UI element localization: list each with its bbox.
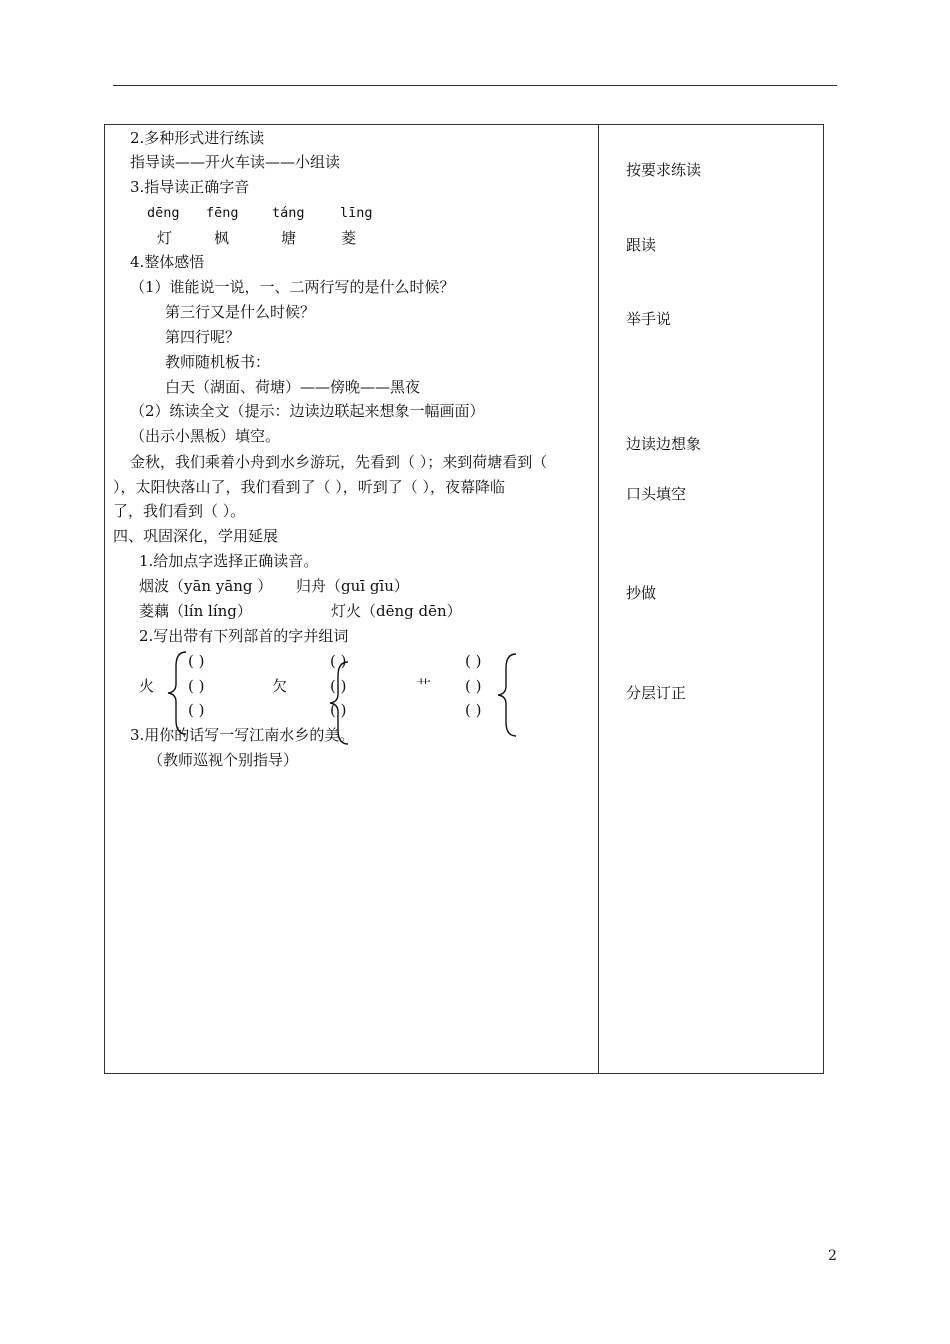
blank-cao-3: ( ) xyxy=(465,701,482,719)
blank-qian-3: ( ) xyxy=(330,701,347,719)
note-3: 举手说 xyxy=(626,310,672,328)
hanzi-2: 枫 xyxy=(214,229,230,247)
pinyin-4: līng xyxy=(340,205,373,221)
blank-fire-2: ( ) xyxy=(188,677,205,695)
blank-cao-2: ( ) xyxy=(465,677,482,695)
teacher-guidance: （教师巡视个别指导） xyxy=(148,751,299,769)
fill-blank-line-1: 金秋，我们乘着小舟到水乡游玩，先看到（ ）；来到荷塘看到（ xyxy=(130,453,548,471)
step-3-heading: 3.指导读正确字音 xyxy=(130,178,250,196)
hanzi-3: 塘 xyxy=(281,229,297,247)
section-4-heading: 四、巩固深化，学用延展 xyxy=(113,527,279,545)
pinyin-3: táng xyxy=(272,205,305,221)
exercise-1-q3: 菱藕（lín líng） xyxy=(139,602,252,620)
board-content: 白天（湖面、荷塘）——傍晚——黑夜 xyxy=(165,378,421,396)
radical-fire: 火 xyxy=(139,677,155,695)
header-rule xyxy=(113,85,837,86)
note-6: 抄做 xyxy=(626,584,657,602)
fill-blank-intro: （出示小黑板）填空。 xyxy=(130,427,281,445)
blank-cao-1: ( ) xyxy=(465,652,482,670)
note-5: 口头填空 xyxy=(626,485,687,503)
exercise-2: 2.写出带有下列部首的字并组词 xyxy=(139,627,349,645)
reading-forms: 指导读——开火车读——小组读 xyxy=(130,153,341,171)
exercise-1-q1: 烟波（yān yāng ） xyxy=(139,577,273,595)
blank-fire-3: ( ) xyxy=(188,701,205,719)
question-1c: 第四行呢？ xyxy=(165,328,241,346)
exercise-1: 1.给加点字选择正确读音。 xyxy=(139,552,319,570)
note-1: 按要求练读 xyxy=(626,161,702,179)
lesson-table xyxy=(104,124,824,1074)
exercise-1-q4: 灯火（dēng dēn） xyxy=(331,602,462,620)
blank-fire-1: ( ) xyxy=(188,652,205,670)
fill-blank-line-3: 了，我们看到（ ）。 xyxy=(113,502,246,520)
question-1b: 第三行又是什么时候？ xyxy=(165,303,316,321)
note-2: 跟读 xyxy=(626,236,657,254)
hanzi-1: 灯 xyxy=(157,229,173,247)
radical-cao: 艹 xyxy=(416,677,432,695)
brace-fire xyxy=(166,650,188,736)
pinyin-2: fēng xyxy=(206,205,239,221)
column-divider xyxy=(598,124,599,1074)
exercise-1-q2: 归舟（guī gīu） xyxy=(296,577,409,595)
note-4: 边读边想象 xyxy=(626,435,702,453)
note-7: 分层订正 xyxy=(626,684,687,702)
practice-full: （2）练读全文（提示：边读边联起来想象一幅画面） xyxy=(130,402,485,420)
question-1: （1）谁能说一说，一、二两行写的是什么时候？ xyxy=(130,278,455,296)
hanzi-4: 菱 xyxy=(341,229,357,247)
exercise-3: 3.用你的话写一写江南水乡的美。 xyxy=(130,726,355,744)
step-2-heading: 2.多种形式进行练读 xyxy=(130,129,265,147)
radical-qian: 欠 xyxy=(272,677,288,695)
fill-blank-line-2: ），太阳快落山了，我们看到了（ ），听到了（ ），夜幕降临 xyxy=(113,478,506,496)
step-4-heading: 4.整体感悟 xyxy=(130,253,205,271)
brace-cao xyxy=(496,652,518,738)
pinyin-1: dēng xyxy=(147,205,180,221)
board-note: 教师随机板书： xyxy=(165,353,271,371)
blank-qian-1: ( ) xyxy=(330,652,347,670)
page-number: 2 xyxy=(828,1248,837,1264)
blank-qian-2: ( ) xyxy=(330,677,347,695)
